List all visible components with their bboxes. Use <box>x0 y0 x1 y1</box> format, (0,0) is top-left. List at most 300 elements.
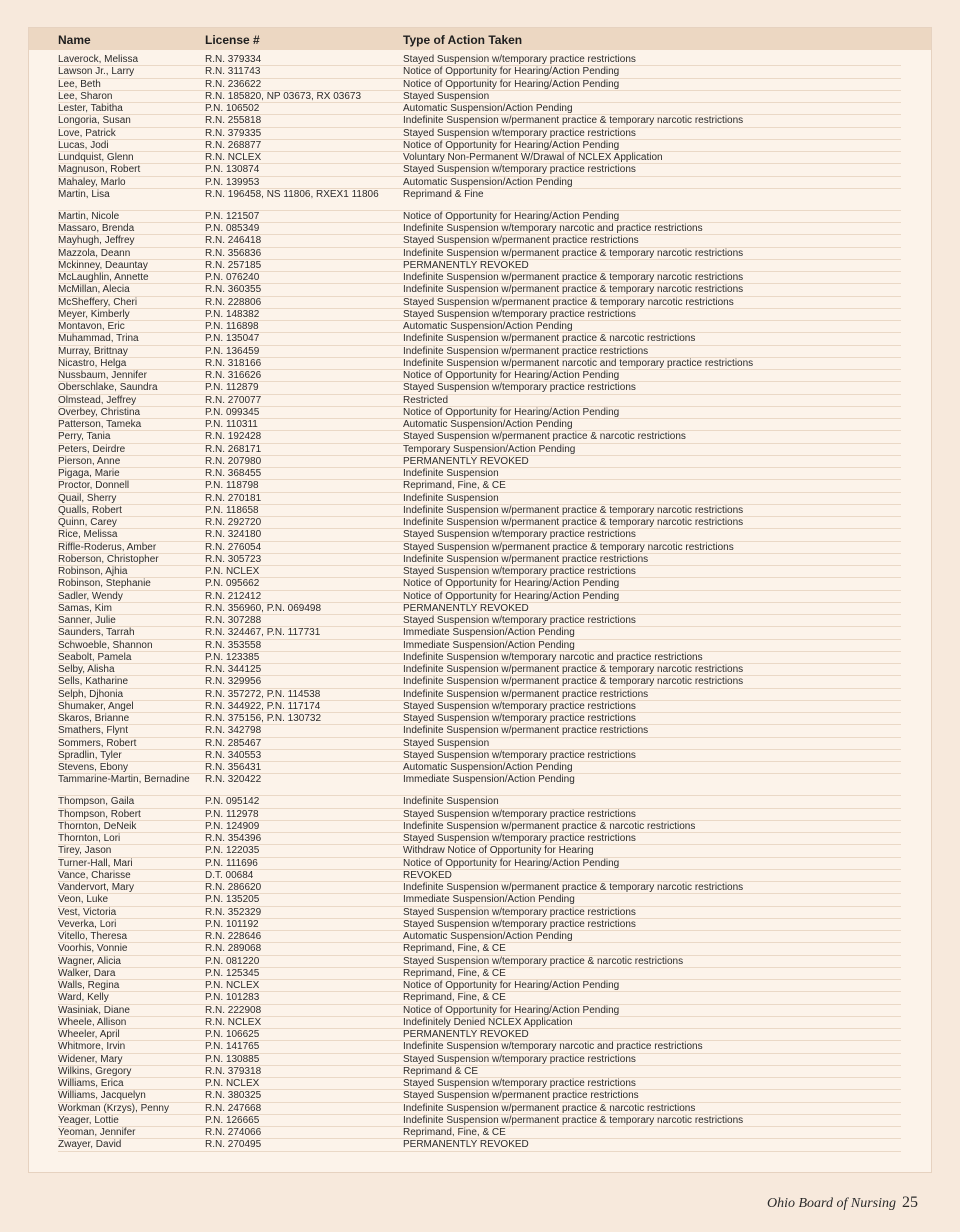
table-row <box>29 1115 931 1127</box>
row-name: Olmstead, Jeffrey <box>58 394 137 406</box>
table-row <box>29 919 931 931</box>
table-row <box>29 128 931 140</box>
row-action: Indefinite Suspension w/permanent practice & narcotic restrictions <box>403 333 696 345</box>
table-row <box>29 1078 931 1090</box>
row-action: Indefinite Suspension w/permanent practice & narcotic restrictions <box>403 820 696 832</box>
row-action: Stayed Suspension w/temporary practice restrictions <box>403 382 636 394</box>
row-action: Indefinite Suspension w/permanent practice & temporary narcotic restrictions <box>403 517 744 528</box>
row-name: Zwayer, David <box>58 1139 122 1151</box>
row-name: Thornton, DeNeik <box>58 820 137 832</box>
row-action: Immediate Suspension/Action Pending <box>403 894 575 906</box>
row-action: Indefinite Suspension w/permanent practice restrictions <box>403 725 649 737</box>
row-license: R.N. 236622 <box>205 78 262 90</box>
row-name: Selph, Djhonia <box>58 688 124 700</box>
row-license: P.N. 101283 <box>205 992 260 1004</box>
row-name: Mazzola, Deann <box>58 247 131 259</box>
table-row <box>29 309 931 321</box>
row-name: McLaughlin, Annette <box>58 272 149 283</box>
row-action: Indefinite Suspension <box>403 796 499 808</box>
row-name: Smathers, Flynt <box>58 725 129 737</box>
row-action: Indefinite Suspension w/permanent narcotic and temporary practice restrictions <box>403 357 754 369</box>
row-name: Quail, Sherry <box>58 492 117 504</box>
row-name: Selby, Alisha <box>58 664 115 675</box>
row-action: Indefinite Suspension w/permanent practice & temporary narcotic restrictions <box>403 664 744 675</box>
row-license: R.N. 268877 <box>205 139 262 151</box>
row-action: Notice of Opportunity for Hearing/Action Pending <box>403 857 620 869</box>
row-license: R.N. 268171 <box>205 443 262 455</box>
row-license: R.N. 316626 <box>205 370 262 381</box>
table-row <box>29 493 931 505</box>
row-license: R.N. 305723 <box>205 553 262 565</box>
table-row <box>29 248 931 260</box>
page-number: 25 <box>902 1194 918 1211</box>
row-license: R.N. 307288 <box>205 615 262 626</box>
row-action: Stayed Suspension w/temporary practice restrictions <box>403 749 636 761</box>
row-action: Reprimand & CE <box>403 1065 479 1077</box>
row-action: Stayed Suspension w/permanent practice & temporary narcotic restrictions <box>403 541 734 553</box>
table-row <box>29 956 931 968</box>
row-license: R.N. 255818 <box>205 115 262 127</box>
row-name: Walker, Dara <box>58 967 116 979</box>
row-name: Wasiniak, Diane <box>58 1004 130 1016</box>
row-license: R.N. 286620 <box>205 882 262 893</box>
row-license: R.N. 344125 <box>205 664 262 675</box>
table-row <box>29 346 931 358</box>
row-action: Stayed Suspension w/temporary practice restrictions <box>403 906 636 918</box>
disciplinary-actions-table <box>28 27 932 1173</box>
row-name: Samas, Kim <box>58 602 112 614</box>
row-name: Wagner, Alicia <box>58 955 121 967</box>
table-row <box>29 211 931 223</box>
row-license: R.N. 185820, NP 03673, RX 03673 <box>205 90 362 102</box>
table-row <box>29 505 931 517</box>
table-row <box>29 272 931 284</box>
table-row <box>29 517 931 529</box>
row-license: P.N. 112879 <box>205 382 259 394</box>
row-action: Indefinite Suspension w/permanent practice & temporary narcotic restrictions <box>403 882 744 893</box>
table-row <box>29 821 931 833</box>
row-action: PERMANENTLY REVOKED <box>403 1139 529 1151</box>
row-license: R.N. 276054 <box>205 541 262 553</box>
table-row <box>29 566 931 578</box>
row-action: Stayed Suspension w/temporary practice restrictions <box>403 700 636 712</box>
row-action: Stayed Suspension w/temporary practice restrictions <box>403 1053 636 1065</box>
table-row <box>29 140 931 152</box>
row-license: R.N. 257185 <box>205 259 262 271</box>
row-license: P.N. NCLEX <box>205 566 260 577</box>
table-row <box>29 603 931 615</box>
row-action: Stayed Suspension w/temporary practice restrictions <box>403 713 636 724</box>
row-name: Turner-Hall, Mari <box>58 857 133 869</box>
row-license: P.N. 135205 <box>205 894 260 906</box>
row-action: Notice of Opportunity for Hearing/Action Pending <box>403 578 620 590</box>
row-action: Stayed Suspension w/temporary practice restrictions <box>403 127 636 139</box>
row-action: Restricted <box>403 394 449 406</box>
row-license: P.N. NCLEX <box>205 980 260 991</box>
row-license: R.N. 379335 <box>205 127 262 139</box>
row-license: P.N. 121507 <box>205 210 260 222</box>
table-row <box>29 529 931 541</box>
row-license: R.N. 270077 <box>205 394 262 406</box>
row-name: Martin, Lisa <box>58 188 110 200</box>
row-action: Stayed Suspension w/permanent practice & narcotic restrictions <box>403 431 686 443</box>
row-license: P.N. 126665 <box>205 1114 260 1126</box>
row-license: R.N. 324180 <box>205 529 262 541</box>
row-name: Veon, Luke <box>58 894 109 906</box>
row-action: Stayed Suspension w/permanent practice & temporary narcotic restrictions <box>403 296 734 308</box>
table-row <box>29 992 931 1004</box>
row-name: Quinn, Carey <box>58 517 117 528</box>
row-license: D.T. 00684 <box>205 869 254 881</box>
row-license: R.N. 246418 <box>205 235 262 247</box>
table-row <box>29 152 931 164</box>
row-action: Indefinite Suspension w/permanent practice restrictions <box>403 688 649 700</box>
row-name: McMillan, Alecia <box>58 284 130 296</box>
row-license: R.N. 247668 <box>205 1102 262 1114</box>
row-action: Indefinite Suspension <box>403 492 499 504</box>
table-row <box>29 444 931 456</box>
row-action: Reprimand, Fine, & CE <box>403 480 506 492</box>
row-license: P.N. 141765 <box>205 1041 260 1053</box>
table-body <box>29 54 931 1152</box>
row-name: Sadler, Wendy <box>58 590 123 602</box>
row-name: Patterson, Tameka <box>58 419 142 430</box>
row-action: Stayed Suspension w/temporary practice restrictions <box>403 164 636 176</box>
table-row <box>29 54 931 66</box>
row-name: Murray, Brittnay <box>58 345 128 357</box>
row-name: Stevens, Ebony <box>58 762 129 773</box>
table-row <box>29 103 931 115</box>
row-action: Notice of Opportunity for Hearing/Action Pending <box>403 210 620 222</box>
row-name: Yeoman, Jennifer <box>58 1127 136 1138</box>
table-row <box>29 713 931 725</box>
row-action: Reprimand, Fine, & CE <box>403 1127 506 1138</box>
row-name: Walls, Regina <box>58 980 120 991</box>
table-row <box>29 115 931 127</box>
row-license: P.N. 101192 <box>205 918 259 930</box>
row-license: R.N. 274066 <box>205 1127 262 1138</box>
table-row <box>29 750 931 762</box>
row-action: Indefinite Suspension w/permanent practice & temporary narcotic restrictions <box>403 272 744 283</box>
row-action: Automatic Suspension/Action Pending <box>403 103 573 114</box>
row-action: REVOKED <box>403 869 452 881</box>
table-row <box>29 358 931 370</box>
row-license: P.N. 110311 <box>205 419 258 430</box>
row-action: Automatic Suspension/Action Pending <box>403 762 573 773</box>
table-row <box>29 284 931 296</box>
row-action: Indefinite Suspension w/permanent practice & narcotic restrictions <box>403 1102 696 1114</box>
row-name: Thompson, Gaila <box>58 796 135 808</box>
row-action: Stayed Suspension <box>403 737 490 749</box>
row-name: Sommers, Robert <box>58 737 137 749</box>
row-action: Automatic Suspension/Action Pending <box>403 176 573 188</box>
row-license: R.N. 354396 <box>205 833 262 844</box>
row-action: Notice of Opportunity for Hearing/Action Pending <box>403 406 620 418</box>
row-action: Indefinitely Denied NCLEX Application <box>403 1016 573 1028</box>
row-license: R.N. 270495 <box>205 1139 262 1151</box>
row-license: R.N. 292720 <box>205 517 262 528</box>
table-row <box>29 1029 931 1041</box>
table-row <box>29 615 931 627</box>
row-name: Mckinney, Deauntay <box>58 259 148 271</box>
row-name: Robinson, Stephanie <box>58 578 151 590</box>
table-row <box>29 554 931 566</box>
row-name: Spradlin, Tyler <box>58 749 122 761</box>
row-action: Stayed Suspension w/temporary practice restrictions <box>403 1078 636 1089</box>
row-name: Perry, Tania <box>58 431 111 443</box>
row-license: P.N. 139953 <box>205 176 260 188</box>
row-license: R.N. 318166 <box>205 357 262 369</box>
row-license: P.N. 123385 <box>205 651 260 663</box>
row-action: Indefinite Suspension w/temporary narcotic and practice restrictions <box>403 1041 703 1053</box>
row-action: Temporary Suspension/Action Pending <box>403 443 576 455</box>
row-name: Riffle-Roderus, Amber <box>58 541 157 553</box>
row-name: Lee, Sharon <box>58 90 113 102</box>
row-name: Overbey, Christina <box>58 406 141 418</box>
table-row <box>29 980 931 992</box>
row-license: R.N. 380325 <box>205 1090 262 1102</box>
table-row <box>29 297 931 309</box>
table-row <box>29 1054 931 1066</box>
table-row <box>29 664 931 676</box>
table-row <box>29 1090 931 1102</box>
row-name: Workman (Krzys), Penny <box>58 1102 169 1114</box>
row-action: Indefinite Suspension w/temporary narcotic and practice restrictions <box>403 651 703 663</box>
row-name: Sells, Katharine <box>58 676 129 688</box>
row-name: Nussbaum, Jennifer <box>58 370 147 381</box>
row-license: R.N. 357272, P.N. 114538 <box>205 688 321 700</box>
row-name: Magnuson, Robert <box>58 164 141 176</box>
table-row <box>29 542 931 554</box>
row-name: Wheeler, April <box>58 1029 120 1040</box>
row-action: Immediate Suspension/Action Pending <box>403 774 575 786</box>
row-name: Massaro, Brenda <box>58 223 135 234</box>
row-license: P.N. 135047 <box>205 333 260 345</box>
row-license: P.N. 124909 <box>205 820 260 832</box>
table-row <box>29 223 931 235</box>
table-row <box>29 79 931 91</box>
row-name: Lawson Jr., Larry <box>58 66 135 78</box>
row-action: Indefinite Suspension w/permanent practice & temporary narcotic restrictions <box>403 1114 744 1126</box>
row-license: P.N. 095662 <box>205 578 260 590</box>
row-name: Lester, Tabitha <box>58 103 123 114</box>
row-name: Oberschlake, Saundra <box>58 382 158 394</box>
row-license: P.N. 148382 <box>205 308 260 320</box>
row-license: R.N. 320422 <box>205 774 262 786</box>
row-name: Voorhis, Vonnie <box>58 943 128 955</box>
row-name: Ward, Kelly <box>58 992 109 1004</box>
row-license: R.N. NCLEX <box>205 152 262 163</box>
row-license: R.N. 329956 <box>205 676 262 688</box>
row-license: P.N. 116898 <box>205 321 259 332</box>
row-license: R.N. 342798 <box>205 725 262 737</box>
row-name: McSheffery, Cheri <box>58 296 138 308</box>
row-name: Rice, Melissa <box>58 529 118 541</box>
table-row <box>29 164 931 176</box>
row-action: Indefinite Suspension w/permanent practice & temporary narcotic restrictions <box>403 115 744 127</box>
table-row <box>29 456 931 468</box>
table-header <box>29 28 931 50</box>
row-license: R.N. 207980 <box>205 455 262 467</box>
row-name: Wilkins, Gregory <box>58 1065 132 1077</box>
row-license: P.N. 118658 <box>205 504 259 516</box>
row-license: R.N. 192428 <box>205 431 262 443</box>
row-name: Muhammad, Trina <box>58 333 139 345</box>
table-row <box>29 91 931 103</box>
row-action: Indefinite Suspension w/permanent practice & temporary narcotic restrictions <box>403 676 744 688</box>
row-name: Laverock, Melissa <box>58 54 139 65</box>
row-name: Seabolt, Pamela <box>58 651 132 663</box>
row-action: Notice of Opportunity for Hearing/Action Pending <box>403 590 620 602</box>
row-action: Stayed Suspension w/temporary practice restrictions <box>403 529 636 541</box>
row-license: P.N. 106502 <box>205 103 260 114</box>
row-name: Vance, Charisse <box>58 869 131 881</box>
page-footer <box>767 1194 918 1212</box>
row-name: Longoria, Susan <box>58 115 131 127</box>
row-action: PERMANENTLY REVOKED <box>403 455 529 467</box>
row-name: Montavon, Eric <box>58 321 125 332</box>
row-license: R.N. 222908 <box>205 1004 262 1016</box>
row-license: R.N. 289068 <box>205 943 262 955</box>
table-row <box>29 1005 931 1017</box>
header-action: Type of Action Taken <box>403 33 523 47</box>
table-row <box>29 774 931 796</box>
row-name: Saunders, Tarrah <box>58 627 135 639</box>
table-row <box>29 480 931 492</box>
header-license: License # <box>205 33 260 47</box>
row-license: P.N. 130874 <box>205 164 260 176</box>
row-license: P.N. 095142 <box>205 796 260 808</box>
table-row <box>29 177 931 189</box>
row-name: Williams, Erica <box>58 1078 124 1089</box>
table-row <box>29 321 931 333</box>
row-name: Vest, Victoria <box>58 906 117 918</box>
row-action: Voluntary Non-Permanent W/Drawal of NCLEX Application <box>403 152 663 163</box>
row-action: Notice of Opportunity for Hearing/Action Pending <box>403 980 620 991</box>
row-license: P.N. 136459 <box>205 345 260 357</box>
row-license: P.N. 112978 <box>205 808 259 820</box>
row-license: P.N. 122035 <box>205 845 260 857</box>
table-row <box>29 235 931 247</box>
table-row <box>29 419 931 431</box>
table-row <box>29 796 931 808</box>
row-action: Indefinite Suspension w/permanent practice & temporary narcotic restrictions <box>403 247 744 259</box>
row-name: Meyer, Kimberly <box>58 308 130 320</box>
row-action: Immediate Suspension/Action Pending <box>403 639 575 651</box>
row-license: P.N. 111696 <box>205 857 258 869</box>
row-action: PERMANENTLY REVOKED <box>403 602 529 614</box>
table-row <box>29 66 931 78</box>
table-row <box>29 968 931 980</box>
row-name: Love, Patrick <box>58 127 116 139</box>
row-action: Indefinite Suspension w/permanent practice restrictions <box>403 553 649 565</box>
row-action: Withdraw Notice of Opportunity for Hearing <box>403 845 594 857</box>
table-row <box>29 1017 931 1029</box>
row-name: Tirey, Jason <box>58 845 112 857</box>
row-license: R.N. 368455 <box>205 468 262 479</box>
row-name: Wheele, Allison <box>58 1016 127 1028</box>
row-name: Thompson, Robert <box>58 808 141 820</box>
table-row <box>29 578 931 590</box>
row-action: Stayed Suspension w/permanent practice restrictions <box>403 1090 639 1102</box>
table-row <box>29 189 931 211</box>
row-action: Stayed Suspension w/temporary practice restrictions <box>403 615 636 626</box>
row-action: Reprimand & Fine <box>403 188 484 200</box>
row-license: R.N. 360355 <box>205 284 262 296</box>
table-row <box>29 652 931 664</box>
row-license: P.N. 099345 <box>205 406 260 418</box>
header-name: Name <box>58 33 91 47</box>
table-row <box>29 1041 931 1053</box>
table-row <box>29 676 931 688</box>
row-name: Robinson, Ajhia <box>58 566 128 577</box>
row-action: PERMANENTLY REVOKED <box>403 259 529 271</box>
row-license: R.N. 375156, P.N. 130732 <box>205 713 322 724</box>
row-name: Pierson, Anne <box>58 455 121 467</box>
row-license: R.N. 352329 <box>205 906 262 918</box>
row-license: R.N. 340553 <box>205 749 262 761</box>
row-name: Shumaker, Angel <box>58 700 134 712</box>
row-action: Automatic Suspension/Action Pending <box>403 419 573 430</box>
row-license: R.N. 212412 <box>205 590 262 602</box>
row-action: Reprimand, Fine, & CE <box>403 967 506 979</box>
row-name: Nicastro, Helga <box>58 357 127 369</box>
row-license: P.N. 076240 <box>205 272 260 283</box>
row-license: R.N. 356960, P.N. 069498 <box>205 602 322 614</box>
table-row <box>29 407 931 419</box>
row-license: P.N. 125345 <box>205 967 260 979</box>
row-license: R.N. 270181 <box>205 492 262 504</box>
row-action: Reprimand, Fine, & CE <box>403 992 506 1004</box>
table-row <box>29 738 931 750</box>
row-license: P.N. 118798 <box>205 480 259 492</box>
row-name: Mahaley, Marlo <box>58 176 126 188</box>
row-license: R.N. 324467, P.N. 117731 <box>205 627 321 639</box>
row-action: Indefinite Suspension w/permanent practice & temporary narcotic restrictions <box>403 284 744 296</box>
row-action: Stayed Suspension w/temporary practice & narcotic restrictions <box>403 955 684 967</box>
row-name: Lundquist, Glenn <box>58 152 134 163</box>
row-license: R.N. 196458, NS 11806, RXEX1 11806 <box>205 188 379 200</box>
table-row <box>29 431 931 443</box>
row-name: Qualls, Robert <box>58 504 122 516</box>
table-row <box>29 627 931 639</box>
row-action: Stayed Suspension w/temporary practice restrictions <box>403 808 636 820</box>
row-action: Indefinite Suspension w/permanent practice restrictions <box>403 345 649 357</box>
row-name: Proctor, Donnell <box>58 480 130 492</box>
row-action: Stayed Suspension w/temporary practice restrictions <box>403 308 636 320</box>
row-action: Notice of Opportunity for Hearing/Action Pending <box>403 66 620 78</box>
publication-name: Ohio Board of Nursing <box>767 1196 896 1211</box>
row-license: P.N. 081220 <box>205 955 260 967</box>
row-action: Indefinite Suspension w/permanent practice & temporary narcotic restrictions <box>403 504 744 516</box>
table-row <box>29 640 931 652</box>
row-action: Notice of Opportunity for Hearing/Action Pending <box>403 1004 620 1016</box>
row-name: Yeager, Lottie <box>58 1114 119 1126</box>
row-action: Notice of Opportunity for Hearing/Action Pending <box>403 78 620 90</box>
row-name: Sanner, Julie <box>58 615 116 626</box>
table-row <box>29 894 931 906</box>
row-action: Stayed Suspension w/permanent practice restrictions <box>403 235 639 247</box>
row-license: R.N. 379318 <box>205 1065 262 1077</box>
row-license: R.N. 311743 <box>205 66 261 78</box>
row-name: Veverka, Lori <box>58 918 117 930</box>
row-license: P.N. 130885 <box>205 1053 260 1065</box>
table-row <box>29 725 931 737</box>
row-action: Immediate Suspension/Action Pending <box>403 627 575 639</box>
row-license: P.N. NCLEX <box>205 1078 260 1089</box>
row-action: Automatic Suspension/Action Pending <box>403 931 573 942</box>
table-row <box>29 382 931 394</box>
